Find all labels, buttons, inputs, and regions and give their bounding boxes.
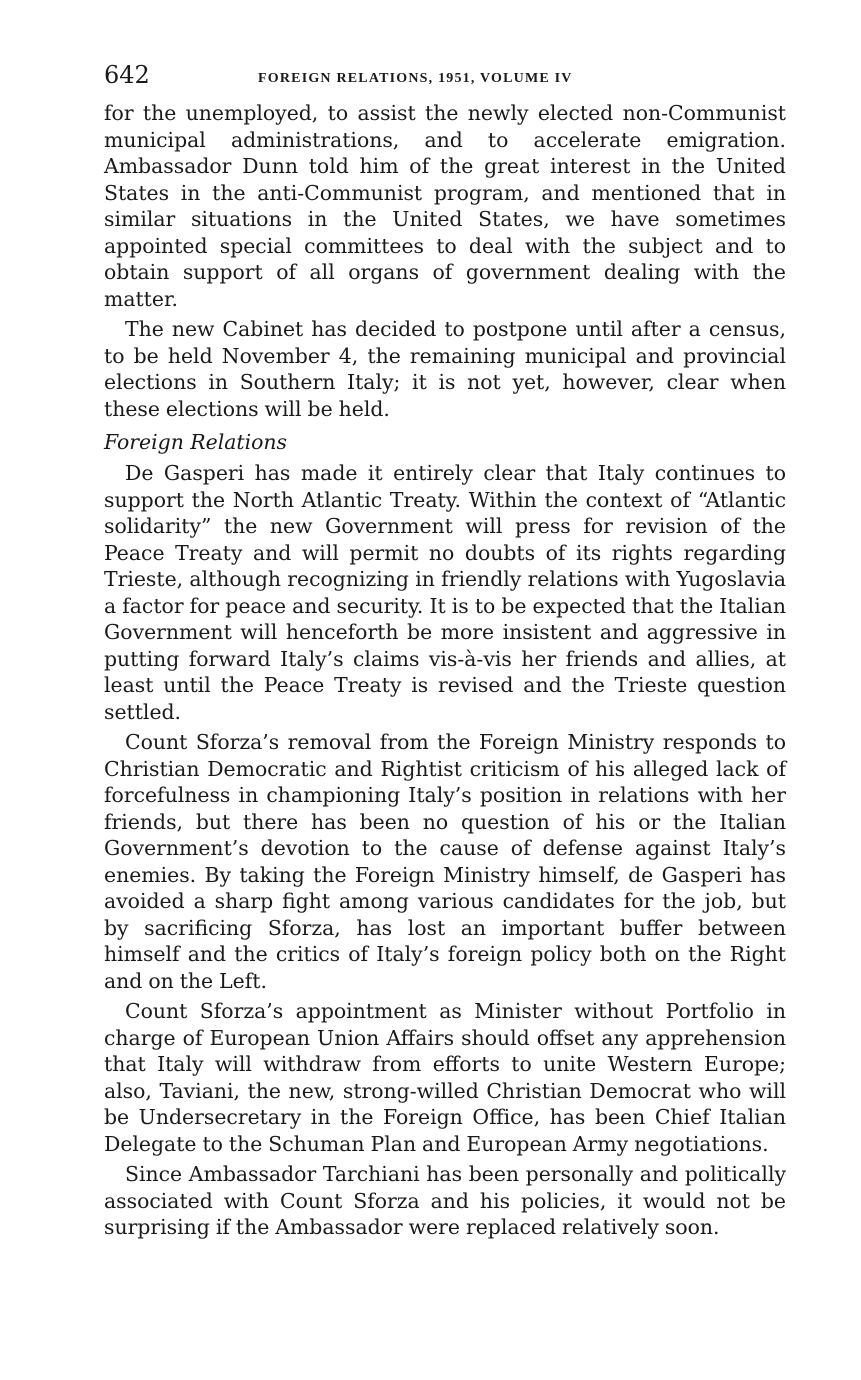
paragraph-6: Since Ambassador Tarchiani has been personally and politically associated with Count Sforza and his policies, it would not be surprising if the Ambassador were replaced relatively soon.: [104, 1162, 786, 1239]
document-page: [104, 58, 786, 1241]
running-head: [104, 58, 786, 92]
paragraph-2: The new Cabinet has decided to postpone until after a census, to be held November 4, the remaining municipal and provincial elections in Southern Italy; it is not yet, however, clear when these elections will be held.: [104, 317, 786, 421]
paragraph-4: Count Sforza’s removal from the Foreign Ministry responds to Christian Democratic and Rightist criticism of his alleged lack of forcefulness in championing Italy’s position in relations with her friends, but there has been no question of his or the Italian Government’s devotion to the cause of defense against Italy’s enemies. By taking the Foreign Ministry himself, de Gasperi has avoided a sharp fight among various candidates for the job, but by sacrificing Sforza, has lost an important buffer between himself and the critics of Italy’s foreign policy both on the Right and on the Left.: [104, 730, 786, 993]
paragraph-1: for the unemployed, to assist the newly elected non-Communist municipal administrations, and to accelerate emigration. Ambassador Dunn told him of the great interest in the United States in the anti-Communist program, and mentioned that in similar situations in the United States, we have sometimes appointed special committees to deal with the subject and to obtain support of all organs of government dealing with the matter.: [104, 101, 786, 311]
page-number: 642: [104, 61, 150, 89]
paragraph-3: De Gasperi has made it entirely clear that Italy continues to support the North Atlantic Treaty. Within the context of “Atlantic solidarity” the new Government will press for revision of the Peace Treaty and will permit no doubts of its rights regarding Trieste, although recognizing in friendly relations with Yugoslavia a factor for peace and security. It is to be expected that the Italian Government will henceforth be more insistent and aggressive in putting forward Italy’s claims vis-à-vis her friends and allies, at least until the Peace Treaty is revised and the Trieste question settled.: [104, 461, 786, 724]
section-heading-foreign-relations: Foreign Relations: [104, 430, 287, 454]
paragraph-5: Count Sforza’s appointment as Minister without Portfolio in charge of European Union Affairs should offset any apprehension that Italy will withdraw from efforts to unite Western Europe; also, Taviani, the new, strong-willed Christian Democrat who will be Undersecretary in the Foreign Office, has been Chief Italian Delegate to the Schuman Plan and European Army negotiations.: [104, 999, 786, 1156]
running-head-title: FOREIGN RELATIONS, 1951, VOLUME IV: [258, 71, 573, 86]
